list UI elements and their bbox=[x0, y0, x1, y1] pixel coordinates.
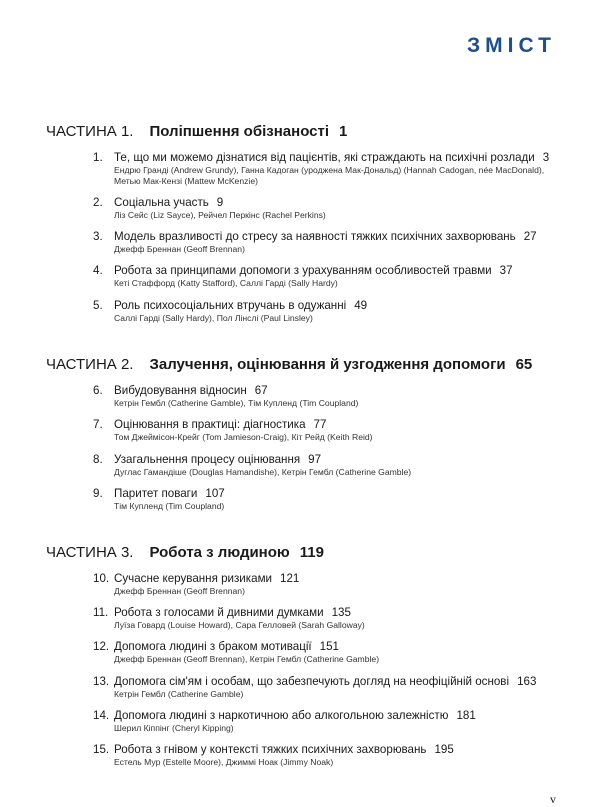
entry-page: 195 bbox=[434, 743, 454, 756]
entry-page: 9 bbox=[216, 196, 224, 209]
entry-number: 3. bbox=[93, 230, 103, 243]
part-title: Залучення, оцінювання й узгодження допомоги bbox=[149, 356, 506, 373]
toc-entry bbox=[93, 230, 593, 255]
entry-title: Робота за принципами допомоги з урахуванням особливостей травми bbox=[114, 264, 492, 277]
entry-title: Модель вразливості до стресу за наявності тяжких психічних захворювань bbox=[114, 230, 516, 243]
part-heading bbox=[46, 544, 566, 561]
part-number: ЧАСТИНА 2. bbox=[46, 356, 134, 373]
author-line: Ендрю Гранді (Andrew Grundy), Ганна Кадоган (уроджена Мак-Дональд) (Hannah Cadogan, née MacDonald), bbox=[114, 165, 545, 175]
author-line: Луїза Говард (Louise Howard), Сара Гелловей (Sarah Galloway) bbox=[114, 620, 365, 630]
entry-authors bbox=[114, 501, 584, 512]
toc-entry bbox=[93, 264, 593, 289]
page-title: ЗМІСТ bbox=[467, 34, 556, 57]
toc-entry bbox=[93, 196, 593, 221]
entry-title: Роль психосоціальних втручань в одужанні bbox=[114, 299, 347, 312]
part-heading bbox=[46, 123, 566, 140]
entry-title: Робота з голосами й дивними думками bbox=[114, 606, 324, 619]
entry-page: 37 bbox=[499, 264, 513, 277]
entry-page: 3 bbox=[542, 151, 550, 164]
toc-entry bbox=[93, 572, 593, 597]
entry-authors bbox=[114, 467, 584, 478]
entry-page: 27 bbox=[523, 230, 537, 243]
author-line: Джефф Бреннан (Geoff Brennan) bbox=[114, 586, 245, 596]
entry-number: 9. bbox=[93, 487, 103, 500]
entry-page: 77 bbox=[313, 418, 327, 431]
toc-entry bbox=[93, 299, 593, 324]
entry-page: 181 bbox=[456, 709, 476, 722]
part-title: Поліпшення обізнаності bbox=[149, 123, 330, 140]
entry-page: 49 bbox=[354, 299, 368, 312]
entry-title: Вибудовування відносин bbox=[114, 384, 247, 397]
author-line: Тім Купленд (Tim Coupland) bbox=[114, 501, 225, 511]
entry-page: 97 bbox=[308, 453, 322, 466]
entry-title: Сучасне керування ризиками bbox=[114, 572, 273, 585]
entry-authors bbox=[114, 278, 584, 289]
entry-authors bbox=[114, 244, 584, 255]
author-line: Естель Мур (Estelle Moore), Джиммі Ноак (Jimmy Noak) bbox=[114, 757, 334, 767]
author-line: Кетрін Гембл (Catherine Gamble), Тім Купленд (Tim Coupland) bbox=[114, 398, 359, 408]
author-line: Ліз Сейс (Liz Sayce), Рейчел Перкінс (Rachel Perkins) bbox=[114, 210, 326, 220]
entry-number: 7. bbox=[93, 418, 103, 431]
author-line: Дуглас Гамандіше (Douglas Hamandishe), Кетрін Гембл (Catherine Gamble) bbox=[114, 467, 412, 477]
author-line: Метью Мак-Кензі (Mattew McKenzie) bbox=[114, 175, 258, 186]
page-number: v bbox=[550, 792, 556, 806]
entry-number: 11. bbox=[93, 606, 109, 619]
entry-title: Допомога людині з браком мотивації bbox=[114, 640, 312, 653]
toc-entry bbox=[93, 487, 593, 512]
entry-number: 4. bbox=[93, 264, 103, 277]
entry-page: 151 bbox=[319, 640, 339, 653]
part-page: 1 bbox=[339, 123, 348, 140]
toc-entry bbox=[93, 675, 593, 700]
entry-title: Соціальна участь bbox=[114, 196, 209, 209]
toc-entry bbox=[93, 418, 593, 443]
author-line: Джефф Бреннан (Geoff Brennan) bbox=[114, 244, 245, 254]
author-line: Саллі Гарді (Sally Hardy), Пол Лінслі (Paul Linsley) bbox=[114, 313, 313, 323]
entry-page: 135 bbox=[331, 606, 351, 619]
entry-number: 6. bbox=[93, 384, 103, 397]
entry-title: Допомога людині з наркотичною або алкогольною залежністю bbox=[114, 709, 449, 722]
entry-title: Оцінювання в практиці: діагностика bbox=[114, 418, 306, 431]
entry-page: 67 bbox=[254, 384, 268, 397]
entry-title: Паритет поваги bbox=[114, 487, 198, 500]
author-line: Том Джеймісон-Крейг (Tom Jamieson-Craig), Кіт Рейд (Keith Reid) bbox=[114, 432, 373, 442]
entry-authors bbox=[114, 757, 584, 768]
toc-entry bbox=[93, 384, 593, 409]
author-line: Шерил Кіппінг (Cheryl Kipping) bbox=[114, 723, 234, 733]
entry-number: 12. bbox=[93, 640, 110, 653]
part-number: ЧАСТИНА 3. bbox=[46, 544, 134, 561]
author-line: Кеті Стаффорд (Katty Stafford), Саллі Гарді (Sally Hardy) bbox=[114, 278, 338, 288]
entry-authors bbox=[114, 398, 584, 409]
toc-entry bbox=[93, 743, 593, 768]
entry-authors bbox=[114, 313, 584, 324]
entry-title: Допомога сім'ям і особам, що забезпечують догляд на неофіційній основі bbox=[114, 675, 510, 688]
entry-page: 163 bbox=[517, 675, 537, 688]
entry-page: 121 bbox=[280, 572, 300, 585]
entry-authors bbox=[114, 689, 584, 700]
entry-authors bbox=[114, 654, 584, 665]
entry-page: 107 bbox=[205, 487, 225, 500]
entry-authors bbox=[114, 586, 584, 597]
entry-number: 10. bbox=[93, 572, 110, 585]
entry-title: Робота з гнівом у контексті тяжких психічних захворювань bbox=[114, 743, 427, 756]
entry-title: Те, що ми можемо дізнатися від пацієнтів, які страждають на психічні розлади bbox=[114, 151, 535, 164]
part-number: ЧАСТИНА 1. bbox=[46, 123, 134, 140]
entry-authors bbox=[114, 723, 584, 734]
part-heading bbox=[46, 356, 566, 373]
entry-authors bbox=[114, 210, 584, 221]
entry-number: 13. bbox=[93, 675, 110, 688]
toc-entry bbox=[93, 151, 593, 186]
part-title: Робота з людиною bbox=[149, 544, 290, 561]
entry-number: 15. bbox=[93, 743, 110, 756]
toc-entry bbox=[93, 709, 593, 734]
entry-authors bbox=[114, 620, 584, 631]
author-line: Кетрін Гембл (Catherine Gamble) bbox=[114, 689, 244, 699]
entry-number: 14. bbox=[93, 709, 110, 722]
entry-number: 5. bbox=[93, 299, 103, 312]
entry-authors bbox=[114, 432, 584, 443]
toc-entry bbox=[93, 606, 593, 631]
part-page: 119 bbox=[299, 544, 324, 561]
entry-authors bbox=[114, 165, 584, 186]
author-line: Джефф Бреннан (Geoff Brennan), Кетрін Гембл (Catherine Gamble) bbox=[114, 654, 380, 664]
entry-number: 8. bbox=[93, 453, 103, 466]
toc-entry bbox=[93, 640, 593, 665]
entry-number: 1. bbox=[93, 151, 103, 164]
entry-number: 2. bbox=[93, 196, 103, 209]
part-page: 65 bbox=[515, 356, 533, 373]
toc-entry bbox=[93, 453, 593, 478]
entry-title: Узагальнення процесу оцінювання bbox=[114, 453, 301, 466]
